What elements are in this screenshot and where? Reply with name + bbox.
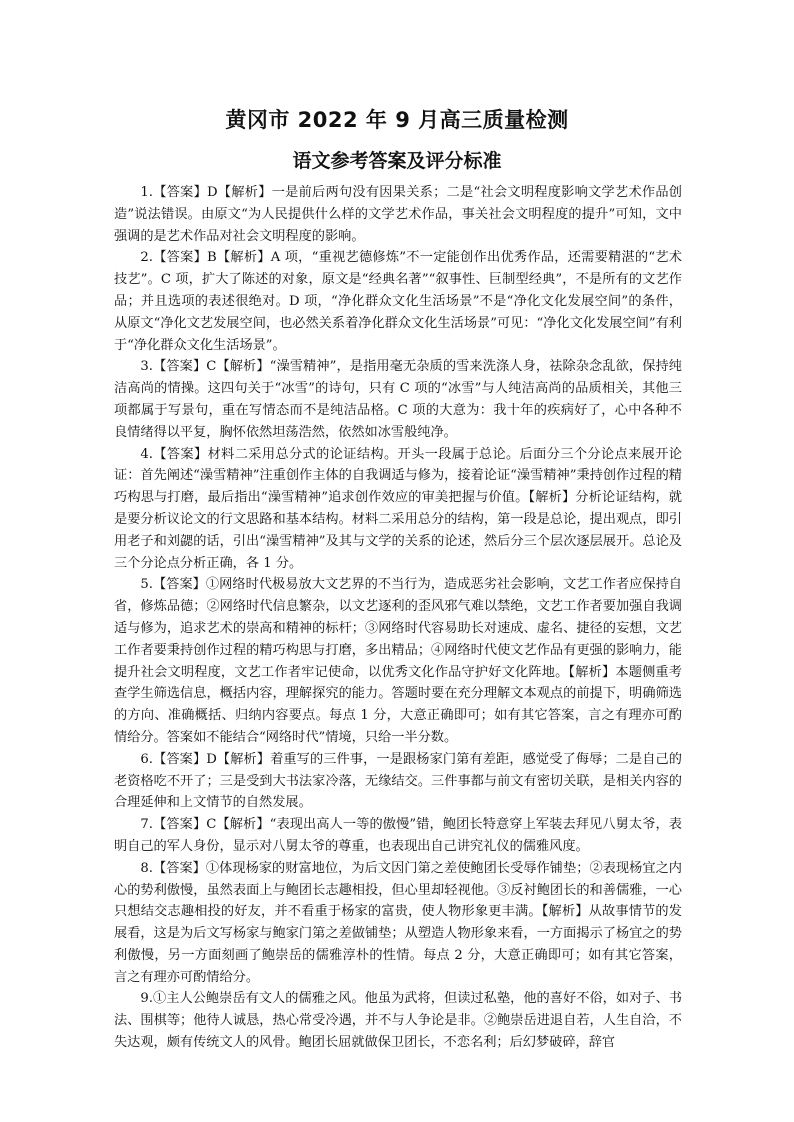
answer-list bbox=[114, 182, 682, 1054]
answer-item-1: 1.【答案】D【解析】一是前后两句没有因果关系；二是“社会文明程度影响文学艺术作品创造”说法错误。由原文“为人民提供什么样的文学艺术作品，事关社会文明程度的提升”可知，文中强调的是艺术作品对社会文明程度的影响。 bbox=[114, 185, 682, 244]
answer-item-5: 5.【答案】①网络时代极易放大文艺界的不当行为，造成恶劣社会影响，文艺工作者应保持自省，修炼品德；②网络时代信息繁杂，以文艺逐利的歪风邪气难以禁绝，文艺工作者要加强自我调适与修为，追求艺术的崇高和精神的标杆；③网络时代容易助长对速成、虚名、捷径的妄想，文艺工作者要秉持创作过程的精巧构思与打磨，多出精品；④网络时代使文艺作品有更强的影响力，能提升社会文明程度，文艺工作者牢记使命，以优秀文化作品守护好文化阵地。【解析】本题侧重考查学生筛选信息，概括内容，理解探究的能力。答题时要在充分理解文本观点的前提下，明确筛选的方向、准确概括、归纳内容要点。每点 1 分，大意正确即可；如有其它答案，言之有理亦可酌情给分。答案如不能结合“网络时代”情境，只给一半分数。 bbox=[114, 577, 682, 745]
answer-item-2: 2.【答案】B【解析】A 项，“重视艺德修炼”不一定能创作出优秀作品，还需要精湛的“艺术技艺”。C 项，扩大了陈述的对象，原文是“经典名著”“叙事性、巨制型经典”，不是所有的文艺作品；并且选项的表述很绝对。D 项，“净化群众文化生活场景”不是“净化文化发展空间”的条件，从原文“净化文艺发展空间，也必然关系着净化群众文化生活场景”可见：“净化文化发展空间”有利于“净化群众文化生活场景”。 bbox=[114, 250, 682, 353]
answer-item-3: 3.【答案】C【解析】“澡雪精神”，是指用毫无杂质的雪来洗涤人身，祛除杂念乱欲，保持纯洁高尚的情操。这四句关于“冰雪”的诗句，只有 C 项的“冰雪”与人纯洁高尚的品质相关，其他三项都属于写景句，重在写情态而不是纯洁品格。C 项的大意为：我十年的疾病好了，心中各种不良情绪得以平复，胸怀依然坦荡浩然，依然如冰雪般纯净。 bbox=[114, 359, 682, 440]
answer-item-9: 9.①主人公鲍崇岳有文人的儒雅之风。他虽为武将，但读过私塾，他的喜好不俗，如对子、书法、围棋等；他待人诚恳，热心常受冷遇，并不与人争论是非。②鲍崇岳进退自若，人生自洽，不失达观，颇有传统文人的风骨。鲍团长屈就做保卫团长，不恋名利；后幻梦破碎，辞官 bbox=[114, 991, 682, 1051]
answer-item-4: 4.【答案】材料二采用总分式的论证结构。开头一段属于总论。后面分三个分论点来展开论证：首先阐述“澡雪精神”注重创作主体的自我调适与修为，接着论证“澡雪精神”秉持创作过程的精巧构思与打磨，最后指出“澡雪精神”追求创作效应的审美把握与价值。【解析】分析论证结构，就是要分析议论文的行文思路和基本结构。材料二采用总分的结构，第一段是总论，提出观点，即引用老子和刘勰的话，引出“澡雪精神”及其与文学的关系的论述，然后分三个层次逐层展开。总论及三个分论点分析正确，各 1 分。 bbox=[114, 446, 682, 571]
answer-item-6: 6.【答案】D【解析】着重写的三件事，一是跟杨家门第有差距，感觉受了侮辱；二是自己的老资格吃不开了；三是受到大书法家冷落，无缘结交。三件事都与前文有密切关联，是相关内容的合理延伸和上文情节的自然发展。 bbox=[114, 751, 682, 811]
answer-item-7: 7.【答案】C【解析】“表现出高人一等的傲慢”错，鲍团长特意穿上军装去拜见八舅太爷，表明自己的军人身份，显示对八舅太爷的尊重，也表现出自己讲究礼仪的儒雅风度。 bbox=[114, 817, 682, 854]
page-subtitle: 语文参考答案及评分标准 bbox=[292, 150, 502, 172]
answer-item-8: 8.【答案】①体现杨家的财富地位，为后文因门第之差使鲍团长受辱作铺垫；②表现杨宜之内心的势利傲慢，虽然表面上与鲍团长志趣相投，但心里却轻视他。③反衬鲍团长的和善儒雅，一心只想结交志趣相投的好友，并不看重于杨家的富贵，使人物形象更丰满。【解析】从故事情节的发展看，这是为后文写杨家与鲍家门第之差做铺垫；从塑造人物形象来看，一方面揭示了杨宜之的势利傲慢，另一方面刻画了鲍崇岳的儒雅淳朴的性情。每点 2 分，大意正确即可；如有其它答案，言之有理亦可酌情给分。 bbox=[114, 860, 682, 985]
page-title: 黄冈市 2022 年 9 月高三质量检测 bbox=[225, 108, 569, 132]
